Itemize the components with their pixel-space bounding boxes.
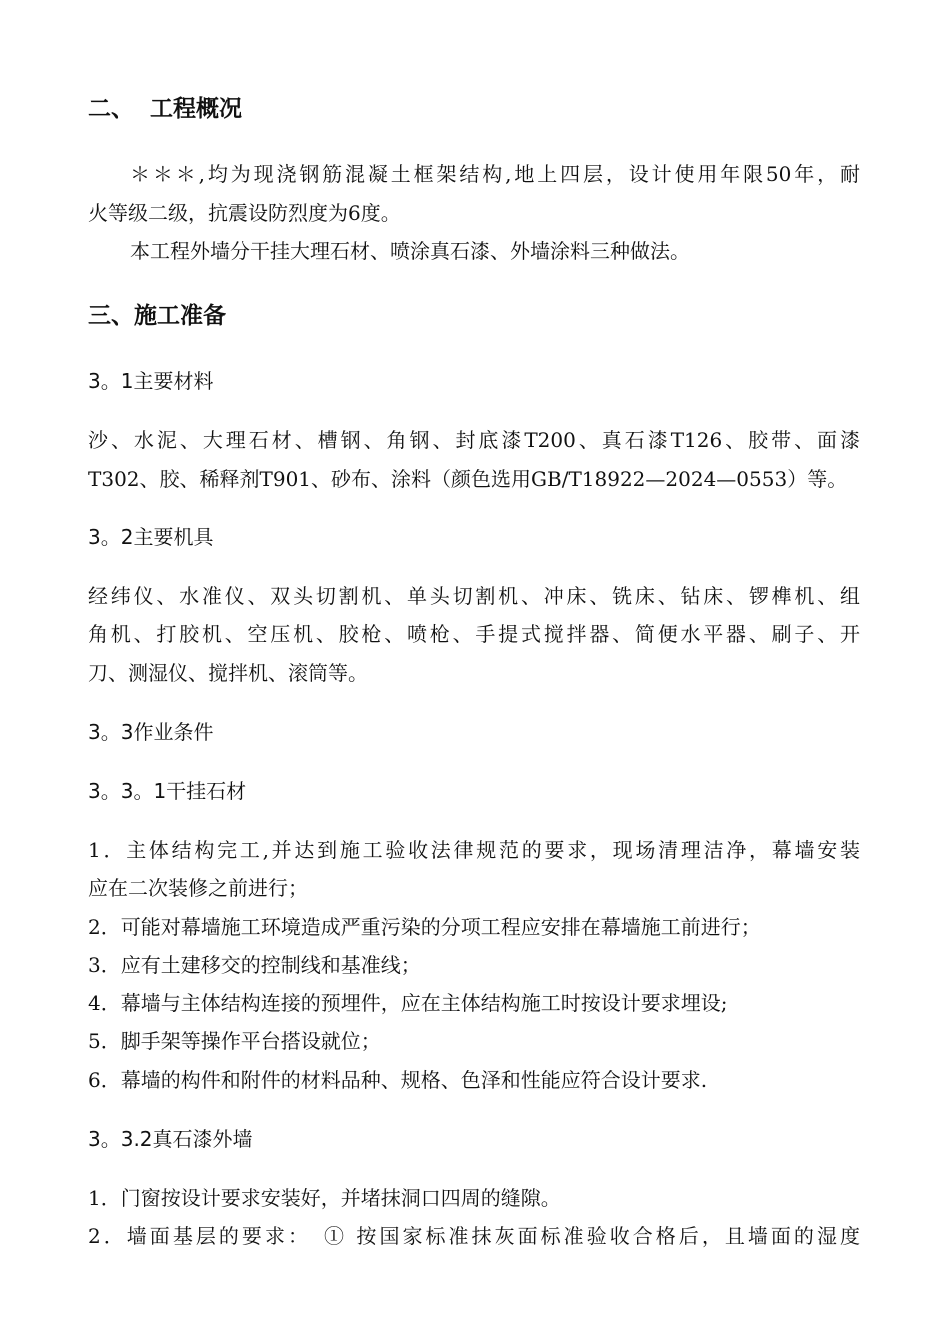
list-item: 4．幕墙与主体结构连接的预埋件，应在主体结构施工时按设计要求埋设;	[88, 991, 728, 1015]
paragraph-line: 沙、水泥、大理石材、槽钢、角钢、封底漆T200、真石漆T126、胶带、面漆	[88, 428, 860, 452]
section-2-heading	[88, 94, 242, 124]
subsection-3-1-title: 3。1主要材料	[88, 369, 214, 393]
list-item: 2．可能对幕墙施工环境造成严重污染的分项工程应安排在幕墙施工前进行；	[88, 915, 761, 939]
list-item: 2．墙面基层的要求： ① 按国家标准抹灰面标准验收合格后，且墙面的湿度	[88, 1224, 860, 1248]
subsection-3-3-1-title: 3。3。1干挂石材	[88, 779, 247, 803]
section-3-heading: 三、施工准备	[88, 303, 226, 329]
paragraph-line: 角机、打胶机、空压机、胶枪、喷枪、手提式搅拌器、简便水平器、刷子、开	[88, 622, 860, 646]
section-2-number: 二、	[88, 96, 134, 122]
paragraph-line: 刀、测湿仪、搅拌机、滚筒等。	[88, 661, 368, 685]
subsection-3-2-title: 3。2主要机具	[88, 525, 214, 549]
list-item: 1．主体结构完工,并达到施工验收法律规范的要求，现场清理洁净，幕墙安装	[88, 838, 860, 862]
list-item: 应在二次装修之前进行；	[88, 876, 308, 900]
subsection-3-3-2-title: 3。3.2真石漆外墙	[88, 1127, 253, 1151]
paragraph-line: T302、胶、稀释剂T901、砂布、涂料（颜色选用GB/T18922—2024—0553）等。	[88, 467, 848, 491]
paragraph-line: 经纬仪、水准仪、双头切割机、单头切割机、冲床、铣床、钻床、锣榫机、组	[88, 584, 860, 608]
subsection-3-3-title: 3。3作业条件	[88, 720, 214, 744]
list-item: 3．应有土建移交的控制线和基准线；	[88, 953, 421, 977]
section-2-title: 工程概况	[150, 96, 242, 122]
paragraph-line: 火等级二级，抗震设防烈度为6度。	[88, 201, 401, 225]
paragraph-line: ＊＊＊,均为现浇钢筋混凝土框架结构,地上四层，设计使用年限50年，耐	[130, 162, 860, 186]
list-item: 5．脚手架等操作平台搭设就位；	[88, 1029, 381, 1053]
list-item: 6．幕墙的构件和附件的材料品种、规格、色泽和性能应符合设计要求.	[88, 1068, 708, 1092]
paragraph-line: 本工程外墙分干挂大理石材、喷涂真石漆、外墙涂料三种做法。	[130, 239, 690, 263]
list-item: 1．门窗按设计要求安装好，并堵抹洞口四周的缝隙。	[88, 1186, 561, 1210]
